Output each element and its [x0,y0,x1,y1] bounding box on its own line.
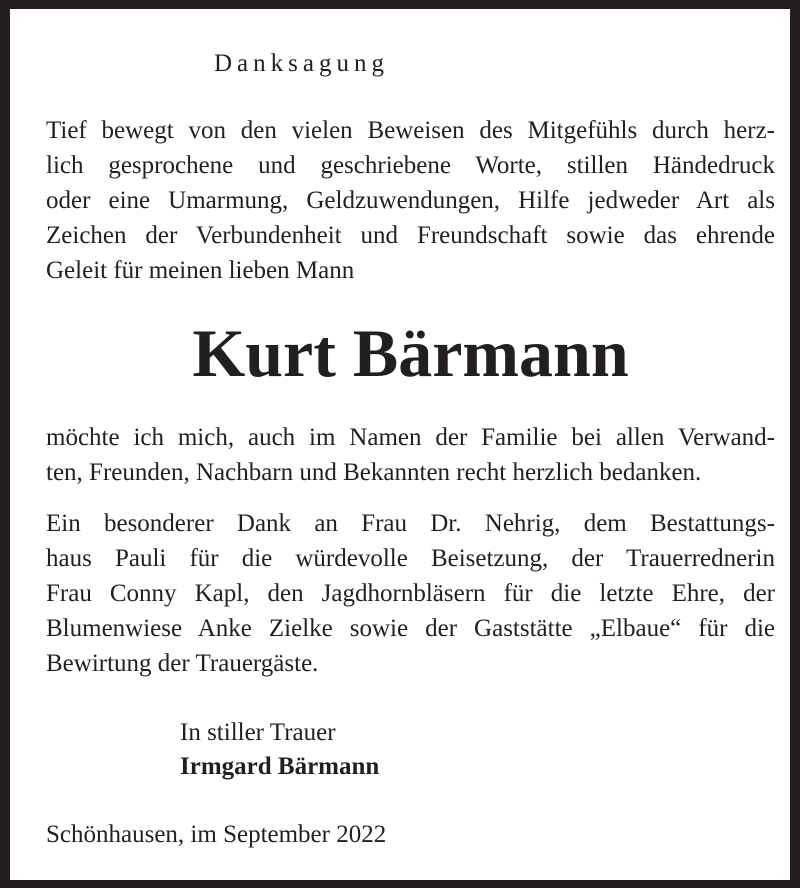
thanks-line: möchte ich mich, auch im Namen der Familie bei allen Verwand- [46,424,775,451]
special-thanks-paragraph [46,506,775,681]
intro-paragraph [46,113,775,288]
intro-line: Zeichen der Verbundenheit und Freundschaft sowie das ehrende [46,222,775,249]
special-line: haus Pauli für die würdevolle Beisetzung, der Trauerrednerin [46,545,775,572]
thanks-line: ten, Freunden, Nachbarn und Bekannten recht herzlich bedanken. [46,459,702,486]
special-line: Blumenwiese Anke Zielke sowie der Gaststätte „Elbaue“ für die [46,615,775,642]
deceased-name: Kurt Bärmann [192,315,629,391]
intro-line: oder eine Umarmung, Geldzuwendungen, Hilfe jedweder Art als [46,187,775,214]
notice-heading: Danksagung [214,50,389,77]
signature-intro: In stiller Trauer [180,719,336,746]
intro-line: lich gesprochene und geschriebene Worte, stillen Händedruck [46,152,775,179]
intro-line: Tief bewegt von den vielen Beweisen des Mitgefühls durch herz- [46,117,775,144]
place-date: Schönhausen, im September 2022 [46,821,387,848]
special-line: Ein besonderer Dank an Frau Dr. Nehrig, dem Bestattungs- [46,510,775,537]
thanks-paragraph [46,420,775,490]
intro-line: Geleit für meinen lieben Mann [46,257,355,284]
signature-name: Irmgard Bärmann [180,753,380,780]
special-line: Bewirtung der Trauergäste. [46,650,319,677]
special-line: Frau Conny Kapl, den Jagdhornbläsern für die letzte Ehre, der [46,580,775,607]
